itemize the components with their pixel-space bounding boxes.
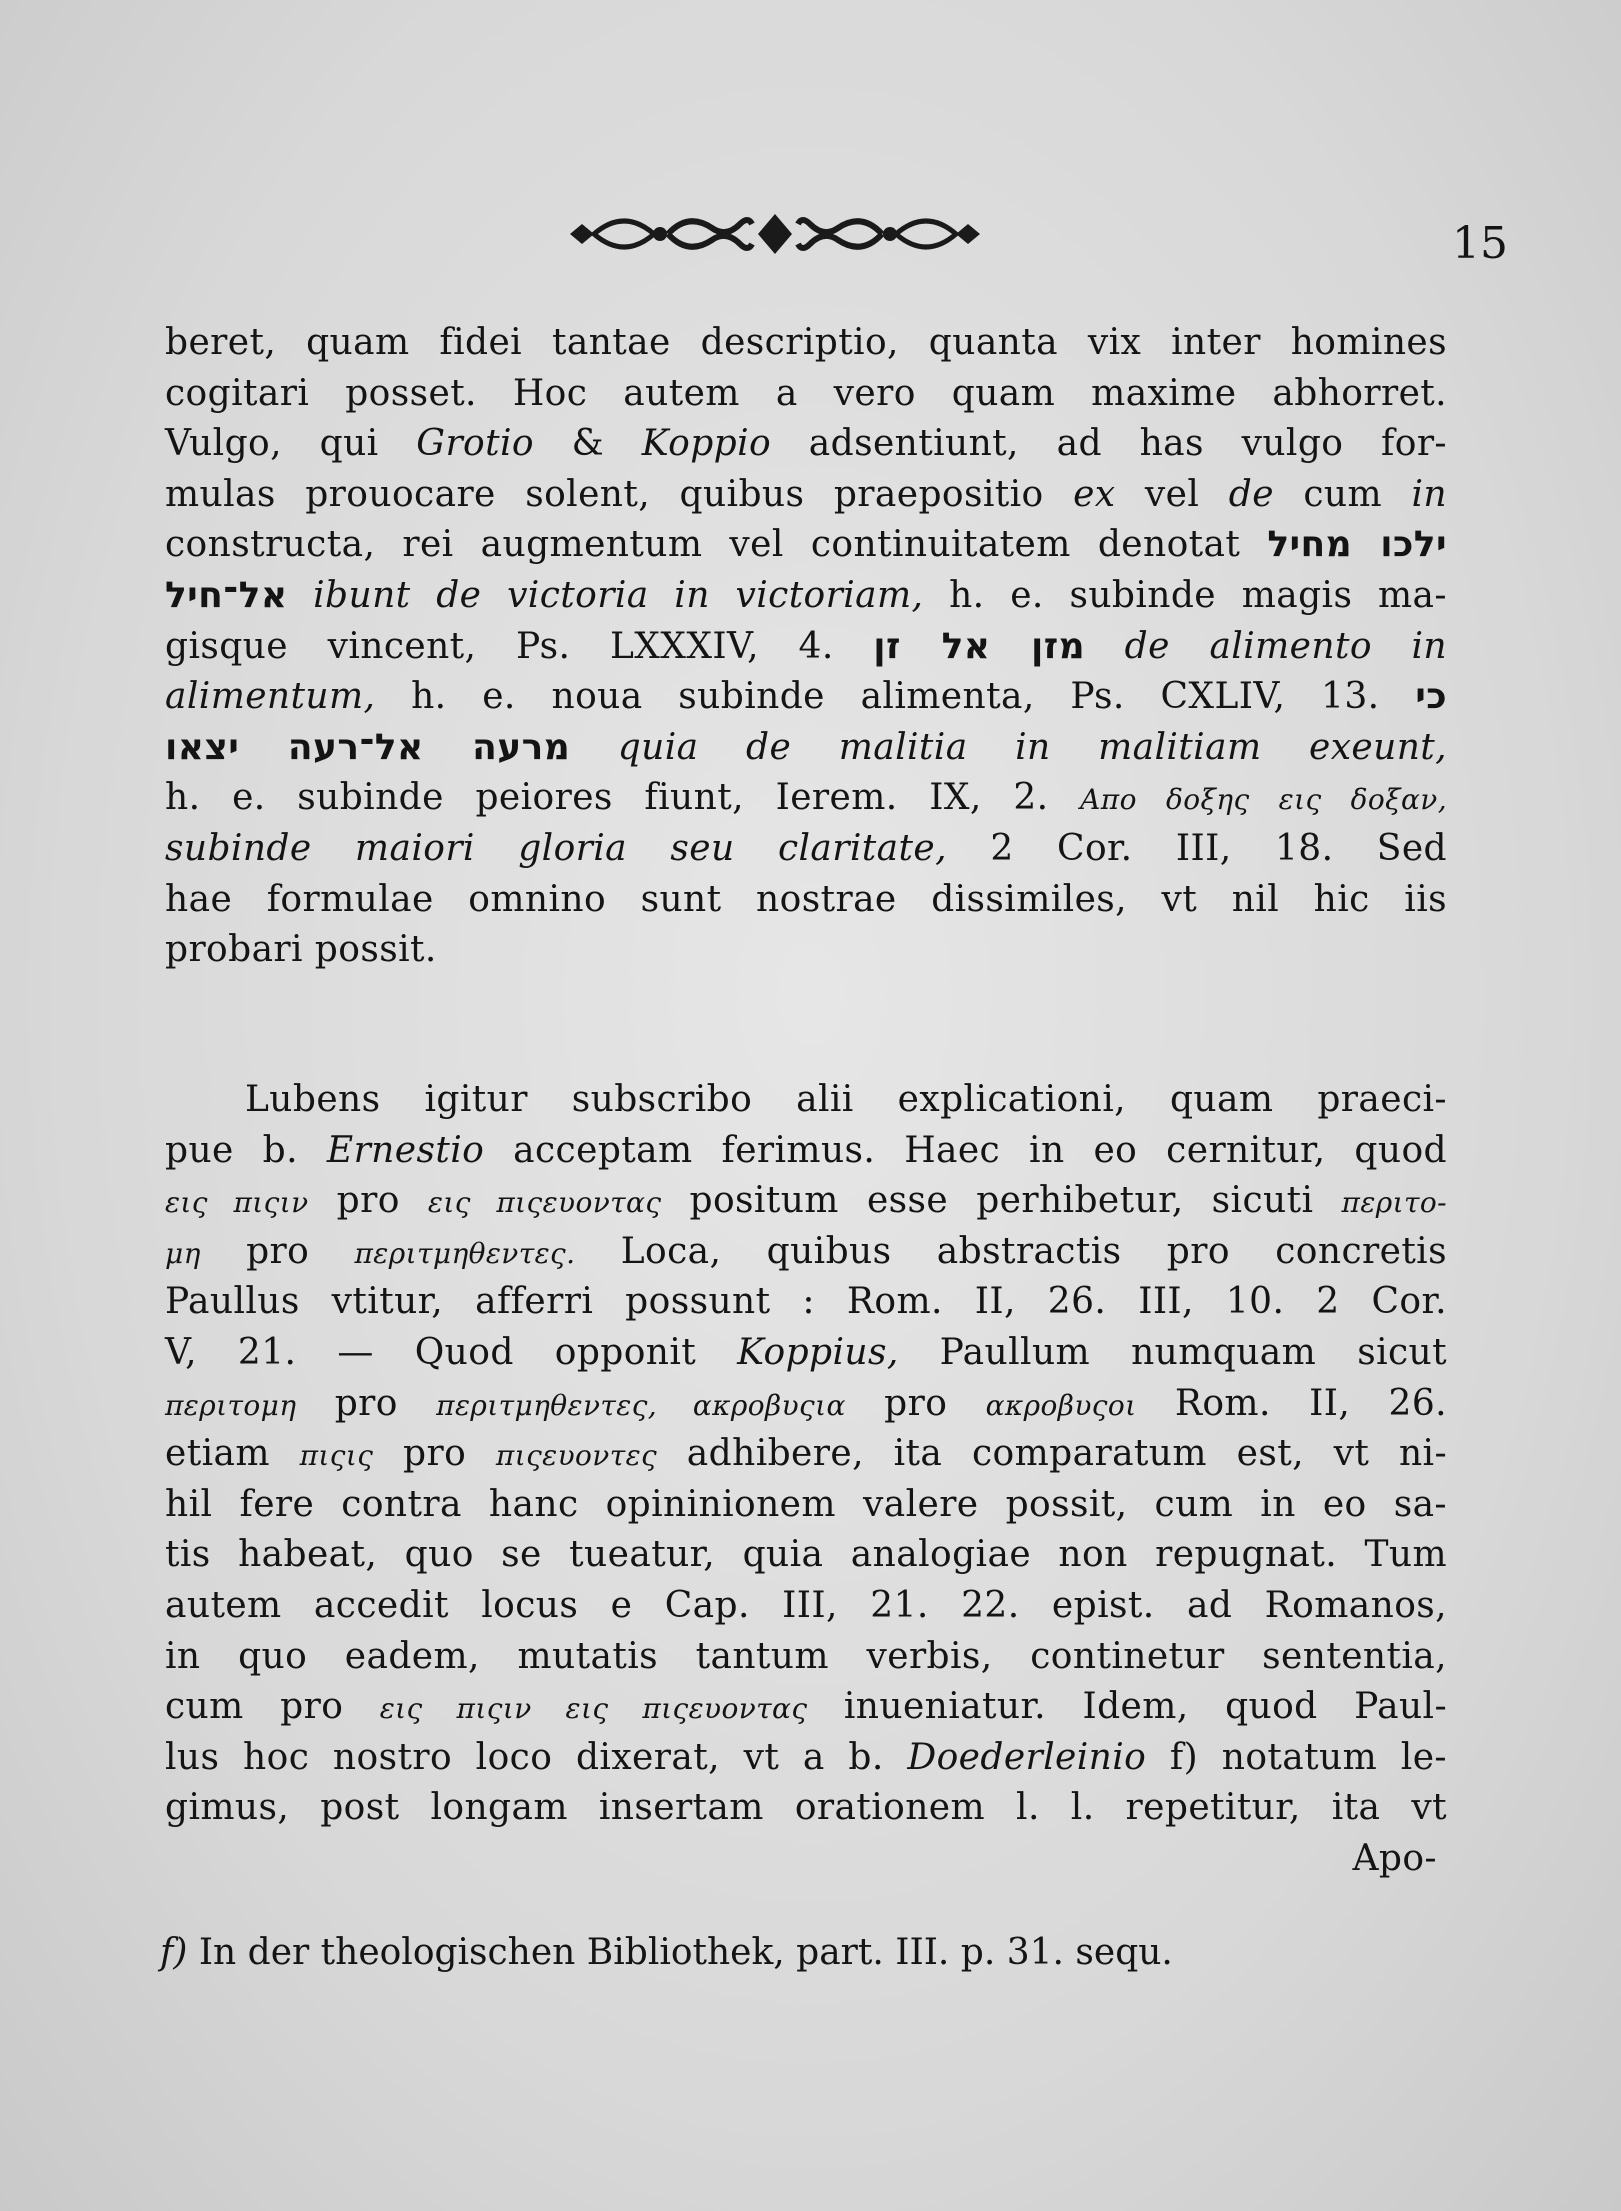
text-line: μη pro περιτμηθεντες. Loca, quibus abstractis pro concretis bbox=[165, 1230, 1447, 1272]
text-line: in quo eadem, mutatis tantum verbis, continetur sententia, bbox=[165, 1635, 1447, 1677]
greek-text: πιςευοντες bbox=[495, 1439, 658, 1473]
text-line: מרעה אל־רעה יצאו quia de malitia in malitiam exeunt, bbox=[165, 726, 1447, 768]
text-line: περιτομη pro περιτμηθεντες, ακροβυςια pro ακροβυςοι Rom. II, 26. bbox=[165, 1382, 1447, 1424]
text-line: gimus, post longam insertam orationem l. l. repetitur, ita vt bbox=[165, 1787, 1447, 1829]
fleuron-ornament-icon bbox=[560, 198, 990, 270]
text-line: beret, quam fidei tantae descriptio, quanta vix inter homines bbox=[165, 322, 1447, 363]
paragraph-2 bbox=[165, 1075, 1447, 1885]
text-line: Paullus vtitur, afferri possunt : Rom. II, 26. III, 10. 2 Cor. bbox=[165, 1281, 1447, 1323]
text-line: hae formulae omnino sunt nostrae dissimiles, vt nil hic iis bbox=[165, 878, 1447, 920]
footnote-marker: f) bbox=[160, 1932, 188, 1973]
text-line: אל־חיל ibunt de victoria in victoriam, h. e. subinde magis ma- bbox=[165, 574, 1447, 616]
greek-text: Απο δοξης εις δοξαν, bbox=[1080, 783, 1447, 817]
page-number: 15 bbox=[1452, 218, 1508, 269]
greek-text: εις πιςιν εις πιςευοντας bbox=[379, 1692, 808, 1726]
footnote bbox=[160, 1928, 1410, 1978]
hebrew-text: מזן אל זן bbox=[873, 625, 1086, 667]
text-line: Vulgo, qui Grotio & Koppio adsentiunt, ad has vulgo for- bbox=[165, 423, 1447, 465]
text-line: gisque vincent, Ps. LXXXIV, 4. מזן אל זן de alimento in bbox=[165, 625, 1448, 667]
hebrew-text: אל־חיל bbox=[165, 574, 288, 616]
paragraph-1 bbox=[165, 318, 1447, 976]
text-line: constructa, rei augmentum vel continuitatem denotat ילכו מחיל bbox=[165, 524, 1447, 566]
footnote-text: In der theologischen Bibliothek, part. III. p. 31. sequ. bbox=[187, 1932, 1173, 1973]
text-line: mulas prouocare solent, quibus praepositio ex vel de cum in bbox=[165, 473, 1447, 515]
text-line: autem accedit locus e Cap. III, 21. 22. epist. ad Romanos, bbox=[165, 1584, 1447, 1626]
hebrew-text: כי bbox=[1415, 676, 1447, 718]
greek-text: πιςις bbox=[299, 1439, 374, 1473]
greek-text: περιτμηθεντες, ακροβυςια bbox=[436, 1388, 846, 1422]
text-line: hil fere contra hanc opininionem valere possit, cum in eo sa- bbox=[165, 1483, 1447, 1525]
text-line: cogitari posset. Hoc autem a vero quam maxime abhorret. bbox=[165, 372, 1447, 414]
text-line: etiam πιςις pro πιςευοντες adhibere, ita comparatum est, vt ni- bbox=[165, 1433, 1448, 1475]
greek-text: εις πιςιν bbox=[165, 1186, 309, 1220]
text-line: h. e. subinde peiores fiunt, Ierem. IX, 2. Απο δοξης εις δοξαν, bbox=[165, 777, 1447, 819]
text-line: probari possit. bbox=[165, 929, 437, 971]
hebrew-text: ילכו מחיל bbox=[1267, 524, 1447, 566]
text-line: tis habeat, quo se tueatur, quia analogiae non repugnat. Tum bbox=[165, 1534, 1447, 1576]
text-line: V, 21. — Quod opponit Koppius, Paullum numquam sicut bbox=[165, 1331, 1447, 1373]
greek-text: περιτομη bbox=[165, 1388, 297, 1422]
text-line: Lubens igitur subscribo alii explicationi, quam praeci- bbox=[245, 1079, 1447, 1120]
text-line: cum pro εις πιςιν εις πιςευοντας inueniatur. Idem, quod Paul- bbox=[165, 1686, 1448, 1728]
text-line: subinde maiori gloria seu claritate, 2 Cor. III, 18. Sed bbox=[165, 827, 1448, 869]
greek-text: περιτμηθεντες. bbox=[354, 1236, 576, 1270]
text-line: alimentum, h. e. noua subinde alimenta, Ps. CXLIV, 13. כי bbox=[165, 676, 1447, 718]
greek-text: περιτο- bbox=[1341, 1186, 1447, 1220]
greek-text: μη bbox=[165, 1236, 201, 1270]
text-line: pue b. Ernestio acceptam ferimus. Haec in eo cernitur, quod bbox=[165, 1129, 1447, 1171]
text-line: εις πιςιν pro εις πιςευοντας positum esse perhibetur, sicuti περιτο- bbox=[165, 1180, 1447, 1222]
greek-text: ακροβυςοι bbox=[985, 1388, 1137, 1422]
text-line: lus hoc nostro loco dixerat, vt a b. Doederleinio f) notatum le- bbox=[165, 1736, 1447, 1778]
hebrew-text: מרעה אל־רעה יצאו bbox=[165, 726, 571, 768]
catchword: Apo- bbox=[1352, 1837, 1437, 1879]
greek-text: εις πιςευοντας bbox=[427, 1186, 662, 1220]
